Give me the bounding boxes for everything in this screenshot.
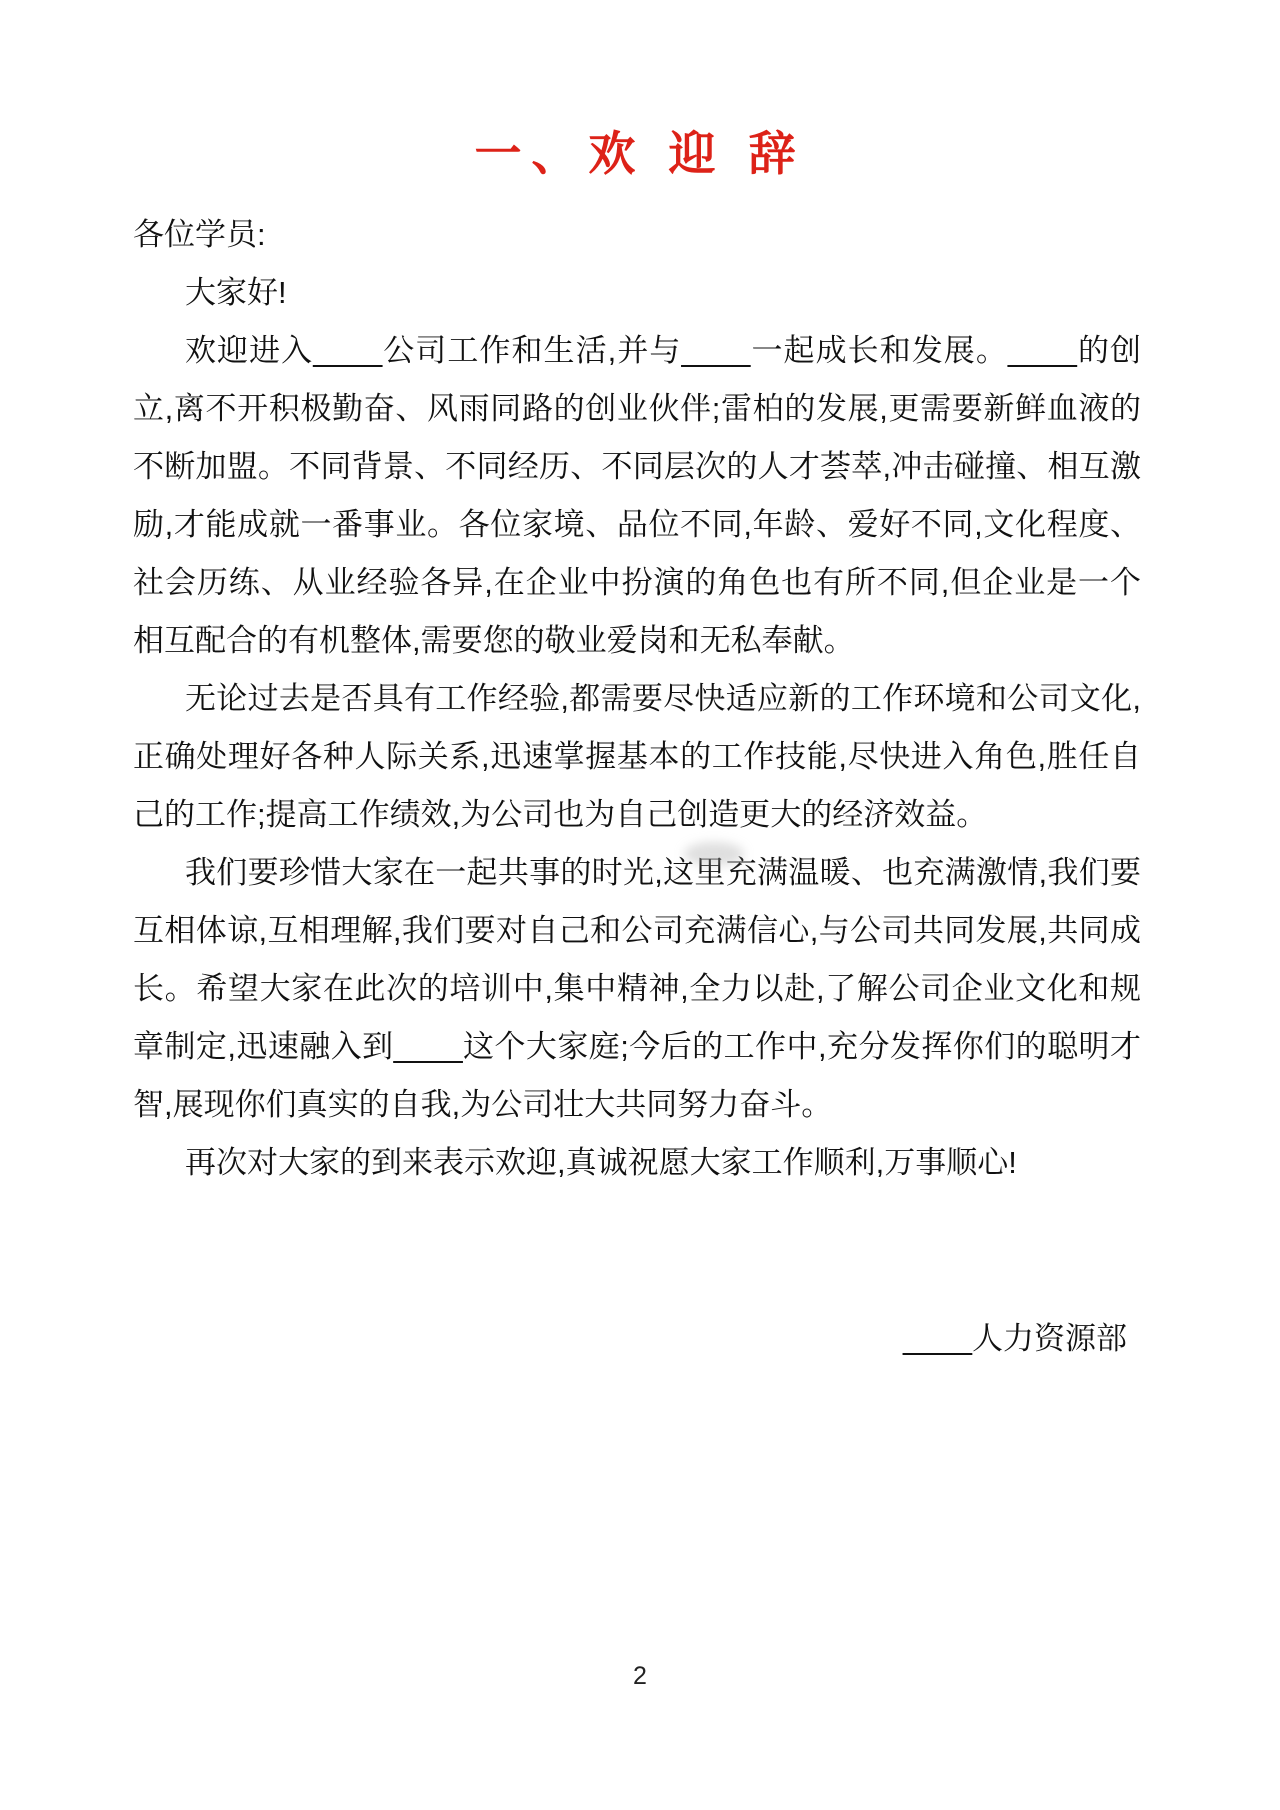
salutation-line: 各位学员:	[133, 217, 266, 252]
paragraph: 我们要珍惜大家在一起共事的时光,这里充满温暖、也充满激情,我们要互相体谅,互相理解,我们要对自己和公司充满信心,与公司共同发展,共同成长。希望大家在此次的培训中,集中精神,全力以赴,了解公司企业文化和规章制定,迅速融入到____这个大家庭;今后的工作中,充分发挥你们的聪明才智,展现你们真实的自我,为公司壮大共同努力奋斗。	[133, 855, 1141, 1122]
body-paragraphs	[133, 322, 1141, 1192]
document-body	[133, 206, 1141, 1368]
signature-line: ____人力资源部	[903, 1321, 1127, 1356]
paragraph: 欢迎进入____公司工作和生活,并与____一起成长和发展。____的创立,离不开积极勤奋、风雨同路的创业伙伴;雷柏的发展,更需要新鲜血液的不断加盟。不同背景、不同经历、不同层次的人才荟萃,冲击碰撞、相互激励,才能成就一番事业。各位家境、品位不同,年龄、爱好不同,文化程度、社会历练、从业经验各异,在企业中扮演的角色也有所不同,但企业是一个相互配合的有机整体,需要您的敬业爱岗和无私奉献。	[133, 333, 1141, 658]
paragraph: 再次对大家的到来表示欢迎,真诚祝愿大家工作顺利,万事顺心!	[185, 1145, 1017, 1180]
paragraph: 无论过去是否具有工作经验,都需要尽快适应新的工作环境和公司文化,正确处理好各种人际关系,迅速掌握基本的工作技能,尽快进入角色,胜任自己的工作;提高工作绩效,为公司也为自己创造更大的经济效益。	[133, 681, 1141, 832]
page-number: 2	[633, 1662, 647, 1690]
page-title: 一、欢 迎 辞	[474, 127, 806, 180]
greeting-line: 大家好!	[185, 275, 287, 310]
